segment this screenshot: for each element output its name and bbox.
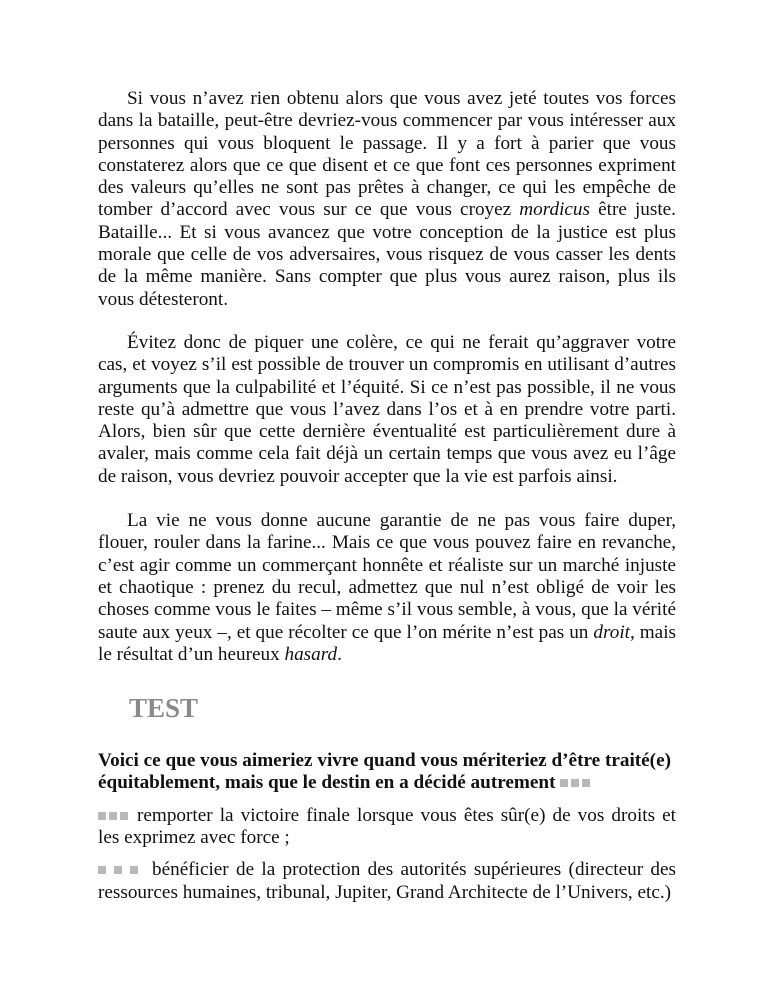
test-heading: TEST: [129, 693, 199, 724]
test-option-2[interactable]: [98, 859, 676, 904]
test-question: [98, 750, 676, 795]
paragraph-2: [98, 332, 676, 488]
italic-segment: hasard: [284, 643, 338, 665]
paragraph-1: [98, 88, 676, 311]
text-segment: être juste. Bataille... Et si vous avancez que votre conception de la justice est plus morale que celle de vos adversaires, vous risquez de vous casser les dents de la même manière. Sans compter que plus vous aurez raison, plus ils vous détesteront.: [98, 199, 676, 310]
text-segment: , mais le résultat d’un heureux: [98, 621, 676, 665]
text-segment: Évitez donc de piquer une colère, ce qui ne ferait qu’aggraver votre cas, et voyez s’il est possible de trouver un compromis en utilisant d’autres arguments que la culpabilité et l’équité. Si ce n’est pas possible, il ne vous reste qu’à admettre que vous l’avez dans l’os et à en prendre votre parti. Alors, bien sûr que cette dernière éventualité est particulièrement dure à avaler, mais comme cela fait déjà un certain temps que vous avez eu l’âge de raison, vous devriez pouvoir accepter que la vie est parfois ainsi.: [98, 331, 676, 487]
text-segment: Si vous n’avez rien obtenu alors que vous avez jeté toutes vos forces dans la bataille, peut-être devriez-vous commencer par vous intéresser aux personnes qui vous bloquent le passage. Il y a fort à parier que vous constaterez alors que ce que disent et ce que font ces personnes expriment des valeurs qu’elles ne sont pas prêtes à changer, ce qui les empêche de tomber d’accord avec vous sur ce que vous croyez: [98, 88, 676, 221]
text-segment: .: [337, 643, 342, 665]
italic-segment: mordicus: [519, 199, 590, 221]
question-text: Voici ce que vous aimeriez vivre quand vous mériteriez d’être traité(e) équitablement, mais que le destin en a décidé autrement: [98, 750, 671, 794]
italic-segment: droit: [593, 621, 630, 643]
answer-boxes-icon: [560, 772, 593, 794]
text-segment: La vie ne vous donne aucune garantie de ne pas vous faire duper, flouer, rouler dans la farine... Mais ce que vous pouvez faire en revanche, c’est agir comme un commerçant honnête et réaliste sur un marché injuste et chaotique : prenez du recul, admettez que nul n’est obligé de voir les choses comme vous le faites – même s’il vous semble, à vous, que la vérité saute aux yeux –, et que récolter ce que l’on mérite n’est pas un: [98, 510, 676, 643]
checkbox-squares-icon[interactable]: [98, 859, 146, 881]
option-label: remporter la victoire finale lorsque vous êtes sûr(e) de vos droits et les exprimez avec force ;: [98, 804, 676, 849]
checkbox-squares-icon[interactable]: [98, 805, 131, 827]
paragraph-3: [98, 510, 676, 666]
test-option-1[interactable]: [98, 805, 676, 850]
option-label: bénéficier de la protection des autorités supérieures (directeur des ressources humaines, tribunal, Jupiter, Grand Architecte de l’Univers, etc.): [98, 859, 676, 903]
document-page: [98, 88, 676, 904]
